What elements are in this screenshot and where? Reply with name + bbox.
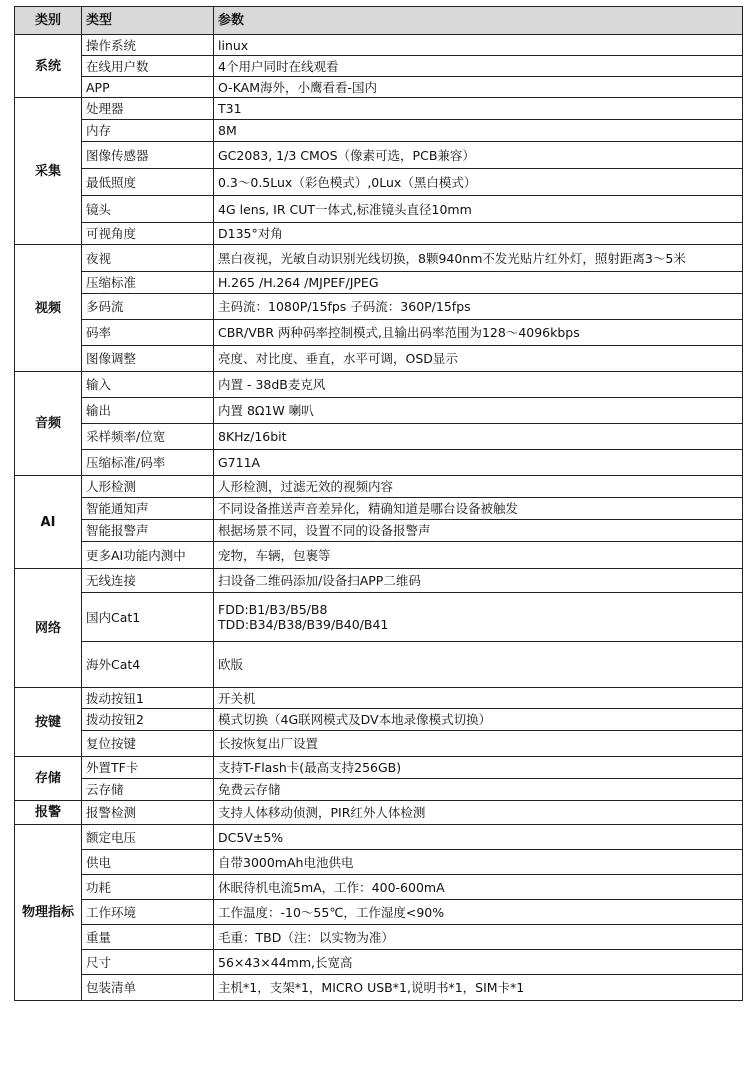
type-cell: 复位按键 bbox=[82, 731, 214, 757]
value-cell: 毛重：TBD（注：以实物为准） bbox=[214, 925, 743, 950]
value-cell: FDD:B1/B3/B5/B8 TDD:B34/B38/B39/B40/B41 bbox=[214, 593, 743, 642]
table-row bbox=[15, 900, 743, 925]
type-cell: 云存储 bbox=[82, 779, 214, 801]
category-cell: 网络 bbox=[15, 569, 82, 688]
table-row bbox=[15, 35, 743, 56]
type-cell: 压缩标准/码率 bbox=[82, 450, 214, 476]
type-cell: 镜头 bbox=[82, 196, 214, 223]
value-cell: 工作温度：-10～55℃，工作湿度<90% bbox=[214, 900, 743, 925]
table-row bbox=[15, 142, 743, 169]
value-cell: 黑白夜视，光敏自动识别光线切换，8颗940nm不发光贴片红外灯，照射距离3～5米 bbox=[214, 245, 743, 272]
type-cell: 可视角度 bbox=[82, 223, 214, 245]
table-row bbox=[15, 450, 743, 476]
value-cell: 休眠待机电流5mA，工作：400-600mA bbox=[214, 875, 743, 900]
type-cell: 尺寸 bbox=[82, 950, 214, 975]
type-cell: 采样频率/位宽 bbox=[82, 424, 214, 450]
table-row bbox=[15, 169, 743, 196]
value-cell: 长按恢复出厂设置 bbox=[214, 731, 743, 757]
value-cell: 免费云存储 bbox=[214, 779, 743, 801]
header-row bbox=[15, 7, 743, 35]
value-cell: 支持T-Flash卡(最高支持256GB) bbox=[214, 757, 743, 779]
type-cell: 处理器 bbox=[82, 98, 214, 120]
value-cell: 4G lens, IR CUT一体式,标准镜头直径10mm bbox=[214, 196, 743, 223]
value-cell: 主机*1，支架*1，MICRO USB*1,说明书*1，SIM卡*1 bbox=[214, 975, 743, 1001]
type-cell: 夜视 bbox=[82, 245, 214, 272]
type-cell: 重量 bbox=[82, 925, 214, 950]
table-row bbox=[15, 223, 743, 245]
table-row bbox=[15, 757, 743, 779]
type-cell: 图像传感器 bbox=[82, 142, 214, 169]
table-row bbox=[15, 120, 743, 142]
type-cell: 最低照度 bbox=[82, 169, 214, 196]
value-cell: H.265 /H.264 /MJPEF/JPEG bbox=[214, 272, 743, 294]
table-row bbox=[15, 875, 743, 900]
table-row bbox=[15, 245, 743, 272]
type-cell: 供电 bbox=[82, 850, 214, 875]
type-cell: 包装清单 bbox=[82, 975, 214, 1001]
type-cell: 拨动按钮1 bbox=[82, 688, 214, 709]
table-row bbox=[15, 731, 743, 757]
value-cell: 0.3～0.5Lux（彩色模式）,0Lux（黑白模式） bbox=[214, 169, 743, 196]
table-row bbox=[15, 801, 743, 825]
type-cell: 国内Cat1 bbox=[82, 593, 214, 642]
header-params: 参数 bbox=[214, 7, 743, 35]
category-cell: 音频 bbox=[15, 372, 82, 476]
table-row bbox=[15, 476, 743, 498]
category-cell: 报警 bbox=[15, 801, 82, 825]
value-cell: 亮度、对比度、垂直，水平可调，OSD显示 bbox=[214, 346, 743, 372]
category-cell: 物理指标 bbox=[15, 825, 82, 1001]
type-cell: 在线用户数 bbox=[82, 56, 214, 77]
table-row bbox=[15, 424, 743, 450]
header-category: 类别 bbox=[15, 7, 82, 35]
value-cell: 4个用户同时在线观看 bbox=[214, 56, 743, 77]
value-cell: 开关机 bbox=[214, 688, 743, 709]
type-cell: 工作环境 bbox=[82, 900, 214, 925]
type-cell: 操作系统 bbox=[82, 35, 214, 56]
type-cell: 输入 bbox=[82, 372, 214, 398]
value-cell: CBR/VBR 两种码率控制模式,且输出码率范围为128～4096kbps bbox=[214, 320, 743, 346]
type-cell: 功耗 bbox=[82, 875, 214, 900]
category-cell: 存储 bbox=[15, 757, 82, 801]
spec-table bbox=[14, 6, 743, 1001]
value-cell: 8M bbox=[214, 120, 743, 142]
type-cell: 无线连接 bbox=[82, 569, 214, 593]
table-row bbox=[15, 779, 743, 801]
spec-body bbox=[15, 35, 743, 1001]
type-cell: 图像调整 bbox=[82, 346, 214, 372]
type-cell: 智能报警声 bbox=[82, 520, 214, 542]
table-row bbox=[15, 498, 743, 520]
type-cell: 拨动按钮2 bbox=[82, 709, 214, 731]
value-cell: 支持人体移动侦测，PIR红外人体检测 bbox=[214, 801, 743, 825]
table-row bbox=[15, 688, 743, 709]
value-cell: 内置 - 38dB麦克风 bbox=[214, 372, 743, 398]
value-cell: T31 bbox=[214, 98, 743, 120]
table-row bbox=[15, 320, 743, 346]
type-cell: 输出 bbox=[82, 398, 214, 424]
table-row bbox=[15, 642, 743, 688]
table-row bbox=[15, 372, 743, 398]
value-cell: 欧版 bbox=[214, 642, 743, 688]
type-cell: 压缩标准 bbox=[82, 272, 214, 294]
type-cell: 智能通知声 bbox=[82, 498, 214, 520]
table-row bbox=[15, 569, 743, 593]
table-row bbox=[15, 825, 743, 850]
value-cell: 模式切换（4G联网模式及DV本地录像模式切换） bbox=[214, 709, 743, 731]
table-row bbox=[15, 272, 743, 294]
value-cell: G711A bbox=[214, 450, 743, 476]
type-cell: 外置TF卡 bbox=[82, 757, 214, 779]
type-cell: 多码流 bbox=[82, 294, 214, 320]
table-row bbox=[15, 294, 743, 320]
type-cell: 报警检测 bbox=[82, 801, 214, 825]
category-cell: 系统 bbox=[15, 35, 82, 98]
table-row bbox=[15, 56, 743, 77]
category-cell: AI bbox=[15, 476, 82, 569]
type-cell: APP bbox=[82, 77, 214, 98]
table-row bbox=[15, 77, 743, 98]
value-cell: GC2083, 1/3 CMOS（像素可选，PCB兼容） bbox=[214, 142, 743, 169]
value-cell: 自带3000mAh电池供电 bbox=[214, 850, 743, 875]
value-cell: linux bbox=[214, 35, 743, 56]
category-cell: 按键 bbox=[15, 688, 82, 757]
type-cell: 码率 bbox=[82, 320, 214, 346]
type-cell: 额定电压 bbox=[82, 825, 214, 850]
value-cell: 内置 8Ω1W 喇叭 bbox=[214, 398, 743, 424]
value-cell: 人形检测，过滤无效的视频内容 bbox=[214, 476, 743, 498]
type-cell: 更多AI功能内测中 bbox=[82, 542, 214, 569]
value-cell: O-KAM海外，小鹰看看-国内 bbox=[214, 77, 743, 98]
category-cell: 视频 bbox=[15, 245, 82, 372]
header-type: 类型 bbox=[82, 7, 214, 35]
value-cell: 宠物，车辆，包裹等 bbox=[214, 542, 743, 569]
value-cell: 8KHz/16bit bbox=[214, 424, 743, 450]
table-row bbox=[15, 98, 743, 120]
table-row bbox=[15, 925, 743, 950]
table-row bbox=[15, 346, 743, 372]
table-row bbox=[15, 398, 743, 424]
table-row bbox=[15, 542, 743, 569]
type-cell: 海外Cat4 bbox=[82, 642, 214, 688]
table-row bbox=[15, 593, 743, 642]
value-cell: DC5V±5% bbox=[214, 825, 743, 850]
table-row bbox=[15, 850, 743, 875]
value-cell: 不同设备推送声音差异化，精确知道是哪台设备被触发 bbox=[214, 498, 743, 520]
value-cell: D135°对角 bbox=[214, 223, 743, 245]
type-cell: 人形检测 bbox=[82, 476, 214, 498]
table-row bbox=[15, 196, 743, 223]
value-cell: 根据场景不同，设置不同的设备报警声 bbox=[214, 520, 743, 542]
table-row bbox=[15, 950, 743, 975]
type-cell: 内存 bbox=[82, 120, 214, 142]
value-cell: 扫设备二维码添加/设备扫APP二维码 bbox=[214, 569, 743, 593]
value-cell: 主码流：1080P/15fps 子码流：360P/15fps bbox=[214, 294, 743, 320]
value-cell: 56×43×44mm,长宽高 bbox=[214, 950, 743, 975]
category-cell: 采集 bbox=[15, 98, 82, 245]
table-row bbox=[15, 975, 743, 1001]
table-row bbox=[15, 709, 743, 731]
table-row bbox=[15, 520, 743, 542]
